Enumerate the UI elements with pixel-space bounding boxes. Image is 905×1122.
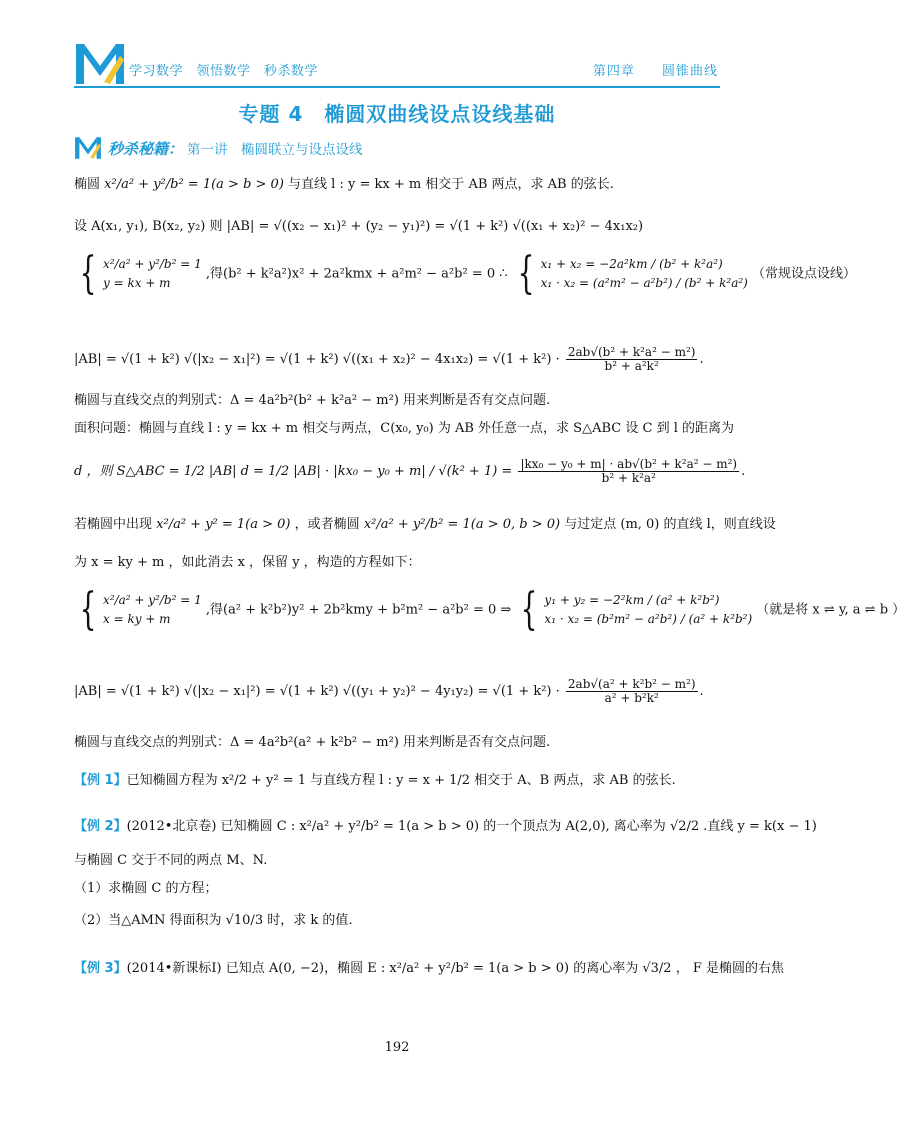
- vieta-1: { x₁ + x₂ = −2a²km / (b² + k²a²) x₁ · x₂ = (a²m² − a²b²) / (b² + k²a²): [517, 248, 748, 299]
- area-den: b² + k²a²: [601, 471, 656, 486]
- header-slogan: 学习数学 领悟数学 秒杀数学: [129, 64, 319, 79]
- line-9: 为 x = ky + m ，如此消去 x ，保留 y ，构造的方程如下：: [74, 555, 421, 570]
- vieta-1-product: x₁ · x₂ = (a²m² − a²b²) / (b² + k²a²): [540, 276, 748, 290]
- vieta-1-sum: x₁ + x₂ = −2a²km / (b² + k²a²): [540, 256, 723, 271]
- note-swap: （就是将 x ⇌ y, a ⇌ b ）: [756, 602, 905, 618]
- chord-length-1-frac: [566, 346, 698, 373]
- vieta-2: { y₁ + y₂ = −2²km / (a² + k²b²) x₁ · x₂ = (b²m² − a²b²) / (a² + k²b²): [521, 584, 753, 635]
- example-2-tag: 【例 2】: [74, 819, 127, 834]
- chord-problem-text: 与直线 l : y = kx + m 相交于 AB 两点，求 AB 的弦长.: [288, 177, 614, 192]
- line-10: [74, 584, 905, 635]
- page-number: 192: [384, 1040, 410, 1055]
- example-2: [74, 818, 817, 836]
- line-1: [74, 176, 614, 194]
- circle-like-equation: x²/a² + y² = 1(a > 0): [156, 517, 291, 532]
- example-1-tag: 【例 1】: [74, 773, 127, 788]
- system-1-eq-a: x²/a² + y²/b² = 1: [103, 256, 202, 271]
- chord-length-1-num: 2ab√(b² + k²a² − m²): [567, 345, 696, 359]
- vieta-2-sum: y₁ + y₂ = −2²km / (a² + k²b²): [544, 592, 720, 607]
- lecture-name: 第一讲 椭圆联立与设点设线: [187, 142, 363, 158]
- chord-length-2: |AB| = √(1 + k²) √(|x₂ − x₁|²) = √(1 + k²) √((y₁ + y₂)² − 4y₁y₂) = √(1 + k²) ·: [74, 684, 560, 700]
- note-standard: （常规设点设线）: [751, 266, 856, 282]
- line-6: 面积问题：椭圆与直线 l : y = kx + m 相交与两点，C(x₀, y₀) 为 AB 外任意一点，求 S△ABC 设 C 到 l 的距离为: [74, 421, 734, 436]
- chord-length-2-frac: [566, 678, 698, 705]
- vieta-2-product: x₁ · x₂ = (b²m² − a²b²) / (a² + k²b²): [544, 612, 753, 626]
- area-frac: [518, 458, 739, 485]
- chord-length-2-num: 2ab√(a² + k²b² − m²): [567, 677, 696, 691]
- lecture-heading: [74, 136, 363, 160]
- area-formula: 1/2 |AB| d = 1/2 |AB| · |kx₀ − y₀ + m| / √(k² + 1) =: [183, 464, 513, 480]
- example-1-text: 已知椭圆方程为 x²/2 + y² = 1 与直线方程 l : y = x + 1/2 相交于 A、B 两点，求 AB 的弦长.: [126, 773, 676, 788]
- chapter-title: 圆锥曲线: [661, 64, 718, 79]
- quadratic-1: ,得(b² + k²a²)x² + 2a²kmx + a²m² − a²b² = 0 ∴: [205, 266, 508, 282]
- ellipse-equation-2: x²/a² + y²/b² = 1(a > 0, b > 0): [363, 517, 561, 532]
- system-2-eq-a: x²/a² + y²/b² = 1: [103, 592, 202, 607]
- topic-title: 专题 4 椭圆双曲线设点设线基础: [238, 102, 556, 126]
- ellipse-equation: x²/a² + y²/b² = 1(a > b > 0): [104, 177, 284, 192]
- line-11: |AB| = √(1 + k²) √(|x₂ − x₁|²) = √(1 + k²) √((y₁ + y₂)² − 4y₁y₂) = √(1 + k²) · $\frac{\text{2ab√(a² + k²b² − m²)}}{\text{a² + b²k²}}$ .: [74, 677, 704, 706]
- header-divider: [74, 86, 720, 88]
- text-case-a: 若椭圆中出现: [74, 517, 153, 532]
- example-3-tag: 【例 3】: [74, 961, 127, 976]
- example-2-question-2: （2）当△AMN 得面积为 √10/3 时，求 k 的值.: [74, 913, 353, 928]
- system-2-eq-b: x = ky + m: [103, 612, 171, 626]
- quadratic-2: ,得(a² + k²b²)y² + 2b²kmy + b²m² − a²b² = 0 ⇒: [205, 602, 512, 618]
- example-1: [74, 772, 676, 790]
- line-4: |AB| = √(1 + k²) √(|x₂ − x₁|²) = √(1 + k²) √((x₁ + x₂)² − 4x₁x₂) = √(1 + k²) · $\frac{\text{2ab√(b² + k²a² − m²)}}{\text{b² + a²k²}}$ .: [74, 345, 704, 374]
- example-3: [74, 960, 784, 978]
- chord-length-2-den: a² + b²k²: [604, 691, 659, 706]
- brand-logo-icon: [74, 42, 126, 86]
- line-5: 椭圆与直线交点的判别式：Δ = 4a²b²(b² + k²a² − m²) 用来判断是否有交点问题.: [74, 393, 551, 408]
- system-2: { x²/a² + y²/b² = 1 x = ky + m: [79, 584, 202, 635]
- text-case-b: ，或者椭圆: [294, 517, 360, 532]
- chord-length-1: |AB| = √(1 + k²) √(|x₂ − x₁|²) = √(1 + k²) √((x₁ + x₂)² − 4x₁x₂) = √(1 + k²) ·: [74, 352, 560, 368]
- system-1-eq-b: y = kx + m: [103, 276, 171, 290]
- brand-small-logo-icon: [74, 136, 102, 160]
- text-ellipse-label: 椭圆: [74, 177, 101, 192]
- example-2-question-1: （1）求椭圆 C 的方程；: [74, 881, 218, 896]
- line-3: [74, 248, 856, 299]
- line-8: [74, 516, 776, 534]
- text-case-c: 与过定点 (m, 0) 的直线 l，则直线设: [564, 517, 776, 532]
- area-num: |kx₀ − y₀ + m| · ab√(b² + k²a² − m²): [520, 457, 738, 471]
- header-chapter: [571, 60, 718, 79]
- line-7: d ，则 S△ABC = 1/2 |AB| d = 1/2 |AB| · |kx₀ − y₀ + m| / √(k² + 1) = $\frac{\text{|kx₀ − y₀ + m| · ab√(b² + k²a² − m²)}}{\text{b² + k²a²}}$ .: [74, 457, 746, 486]
- example-3-text: (2014•新课标Ⅰ) 已知点 A(0, −2)，椭圆 E : x²/a² + y²/b² = 1(a > b > 0) 的离心率为 √3/2 ， F 是椭圆的右焦: [126, 961, 784, 976]
- lecture-tag: 秒杀秘籍：: [108, 139, 184, 158]
- example-2-line-2: 与椭圆 C 交于不同的两点 M、N.: [74, 853, 268, 868]
- line-2: 设 A(x₁, y₁), B(x₂, y₂) 则 |AB| = √((x₂ − x₁)² + (y₂ − y₁)²) = √(1 + k²) √((x₁ + x₂)² − 4x₁x₂): [74, 219, 644, 234]
- area-label: d ，则 S△ABC =: [74, 464, 180, 480]
- system-1: { x²/a² + y²/b² = 1 y = kx + m: [79, 248, 202, 299]
- chord-length-1-den: b² + a²k²: [604, 359, 659, 374]
- example-2-text: (2012•北京卷) 已知椭圆 C : x²/a² + y²/b² = 1(a > b > 0) 的一个顶点为 A(2,0), 离心率为 √2/2 .直线 y = k(x − 1): [126, 819, 817, 834]
- page-header: [0, 0, 794, 90]
- line-12: 椭圆与直线交点的判别式：Δ = 4a²b²(a² + k²b² − m²) 用来判断是否有交点问题.: [74, 735, 551, 750]
- chapter-number: 第四章: [592, 64, 635, 79]
